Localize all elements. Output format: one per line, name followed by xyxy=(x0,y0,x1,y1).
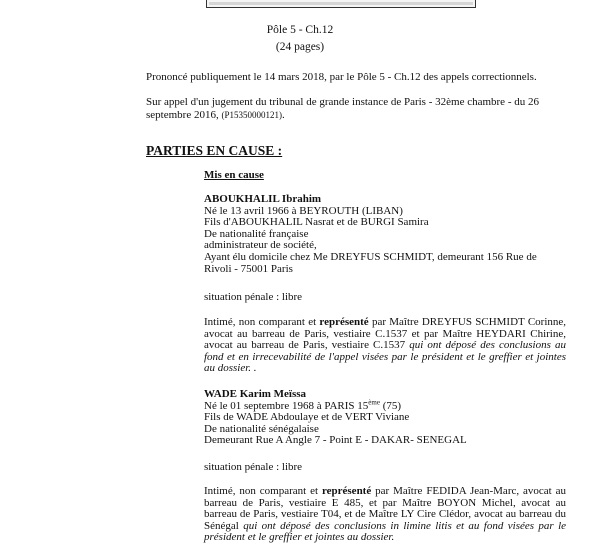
pole-chamber-line: Pôle 5 - Ch.12 xyxy=(266,24,334,36)
party-detail-line: administrateur de société, xyxy=(204,239,317,252)
party-name: ABOUKHALIL Ibrahim xyxy=(204,193,322,205)
page-count: (24 pages) xyxy=(275,41,325,53)
party-detail-line: Demeurant Rue A Angle 7 - Point E - DAKAR- SENEGAL xyxy=(204,434,467,447)
party-detail-line: Fils d'ABOUKHALIL Nasrat et de BURGI Samira xyxy=(204,216,429,229)
party-aboukhalil xyxy=(204,194,566,275)
mis-en-cause-heading: Mis en cause xyxy=(204,169,264,181)
party-wade xyxy=(204,389,566,447)
appeal-text: Sur appel d'un jugement du tribunal de grande instance de Paris - 32ème chambre - du 26 septembre 2016, xyxy=(146,96,539,121)
court-stamp-box xyxy=(206,0,476,8)
birth-text: Né le 01 septembre 1968 à PARIS 15 xyxy=(204,399,369,412)
rep-intro: Intimé, non comparant et xyxy=(204,485,322,497)
party-detail-line: Ayant élu domicile chez Me DREYFUS SCHMIDT, demeurant 156 Rue de Rivoli - 75001 Paris xyxy=(204,250,537,275)
birth-suffix: (75) xyxy=(379,399,402,412)
party-name: WADE Karim Meïssa xyxy=(204,388,307,400)
party-representation xyxy=(204,486,566,544)
rep-text: par Maître DREYFUS SCHMIDT Corinne, avocat au barreau de Paris, vestiaire C.1537 et par Maître HEYDARI Chirine, avocat au barreau de Paris, vestiaire C.1537 xyxy=(204,316,567,352)
birth-sup: ème xyxy=(368,397,380,406)
appeal-paragraph xyxy=(146,96,566,122)
rep-text: par Maître FEDIDA Jean-Marc, avocat au barreau de Paris, vestiaire E 485, et par Maître BOYON Michel, avocat au barreau de Paris, vestiaire T04, et de Maître LY Cire Clédor, avocat au barreau du Sénégal xyxy=(204,485,567,532)
party-detail-line: Fils de WADE Abdoulaye et de VERT Viviane xyxy=(204,411,410,424)
appeal-reference: (P15350000121) xyxy=(221,110,282,120)
rep-italic: qui ont déposé des conclusions au fond et en irrecevabilité de l'appel visées par le président et le greffier et jointes au dossier. . xyxy=(204,339,566,375)
rep-intro: Intimé, non comparant et xyxy=(204,316,320,328)
party-detail-line: Né le 13 avril 1966 à BEYROUTH (LIBAN) xyxy=(204,204,403,217)
parties-heading: PARTIES EN CAUSE : xyxy=(146,143,283,158)
party-detail-line: De nationalité française xyxy=(204,227,309,240)
party-situation: situation pénale : libre xyxy=(204,291,303,303)
rep-keyword: représenté xyxy=(319,316,369,328)
party-detail-line: De nationalité sénégalaise xyxy=(204,422,319,435)
rep-keyword: représenté xyxy=(321,485,372,497)
party-situation: situation pénale : libre xyxy=(204,461,303,473)
party-representation xyxy=(204,317,566,375)
rep-italic: qui ont déposé des conclusions in limine litis et au fond visées par le président et le greffier et jointes au dossier. xyxy=(204,519,567,544)
appeal-end: . xyxy=(281,109,285,121)
pronounced-paragraph: Prononcé publiquement le 14 mars 2018, par le Pôle 5 - Ch.12 des appels correctionnels. xyxy=(146,71,537,83)
